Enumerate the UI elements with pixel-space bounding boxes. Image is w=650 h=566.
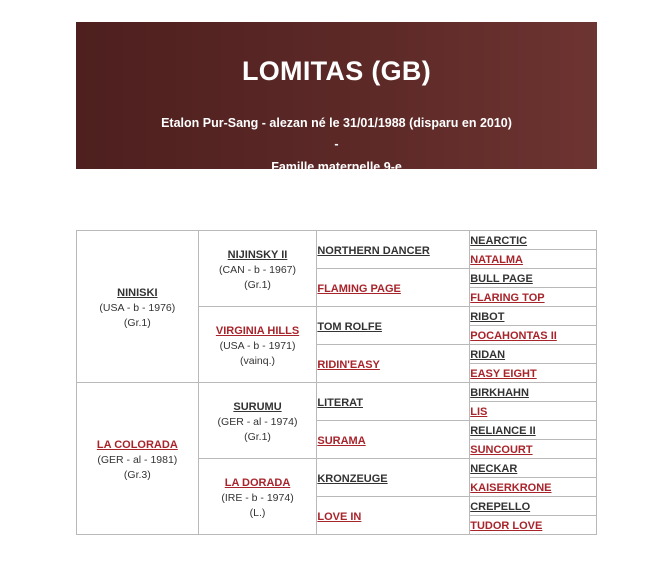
gen4-cell [470,326,597,345]
dam-dam-info: (IRE - b - 1974) [221,491,294,504]
sire-dam-name-link[interactable]: VIRGINIA HILLS [215,324,300,337]
sire-dam-grade: (vainq.) [240,354,276,367]
gen4-cell [470,364,597,383]
gen3-cell [317,269,470,307]
dam-name-link[interactable]: LA COLORADA [96,438,178,451]
header-separator: - [334,137,339,151]
gen4-cell [470,440,597,459]
dam-cell [77,383,199,535]
sire-info: (USA - b - 1976) [99,301,176,314]
dam-sire-info: (GER - al - 1974) [217,415,298,428]
maternal-family: Famille maternelle 9-e [271,160,402,174]
gen4-cell [470,345,597,364]
horse-description: Etalon Pur-Sang - alezan né le 31/01/1988 (disparu en 2010) [161,116,512,130]
gen4-cell [470,497,597,516]
gen4-name-link[interactable]: LIS [470,406,488,418]
gen4-name-link[interactable]: RIDAN [470,349,506,361]
sire-sire-info: (CAN - b - 1967) [219,263,297,276]
gen4-cell [470,231,597,250]
horse-header [76,22,597,174]
gen4-name-link[interactable]: CREPELLO [470,501,531,513]
gen4-cell [470,516,597,535]
gen4-cell [470,288,597,307]
gen3-cell [317,383,470,421]
gen4-name-link[interactable]: RELIANCE II [470,425,536,437]
gen4-cell [470,421,597,440]
gen3-cell [317,231,470,269]
gen3-name-link[interactable]: TOM ROLFE [317,320,382,333]
gen3-cell [317,345,470,383]
gen4-name-link[interactable]: BULL PAGE [470,273,533,285]
gen4-name-link[interactable]: BIRKHAHN [470,387,529,399]
sire-sire-cell [198,231,317,307]
gen3-cell [317,459,470,497]
gen4-name-link[interactable]: NEARCTIC [470,235,528,247]
gen3-name-link[interactable]: RIDIN'EASY [317,358,380,371]
gen4-name-link[interactable]: NECKAR [470,463,518,475]
sire-dam-info: (USA - b - 1971) [219,339,296,352]
gen4-name-link[interactable]: NATALMA [470,254,523,266]
gen4-name-link[interactable]: FLARING TOP [470,292,545,304]
horse-name-title: LOMITAS (GB) [241,56,432,86]
sire-grade: (Gr.1) [123,316,151,329]
dam-dam-name-link[interactable]: LA DORADA [224,476,291,489]
dam-info: (GER - al - 1981) [97,453,178,466]
gen4-name-link[interactable]: POCAHONTAS II [470,330,557,342]
dam-sire-cell [198,383,317,459]
dam-dam-cell [198,459,317,535]
gen3-cell [317,307,470,345]
gen3-name-link[interactable]: LOVE IN [317,510,362,523]
gen3-cell [317,421,470,459]
gen4-name-link[interactable]: EASY EIGHT [470,368,537,380]
dam-grade: (Gr.3) [123,468,151,481]
gen4-cell [470,250,597,269]
gen4-name-link[interactable]: RIBOT [470,311,505,323]
sire-dam-cell [198,307,317,383]
gen4-cell [470,307,597,326]
gen3-name-link[interactable]: LITERAT [317,396,363,409]
sire-cell [77,231,199,383]
sire-sire-name-link[interactable]: NIJINSKY II [227,248,288,261]
gen3-cell [317,497,470,535]
gen4-cell [470,402,597,421]
gen4-cell [470,459,597,478]
gen3-name-link[interactable]: FLAMING PAGE [317,282,401,295]
gen3-name-link[interactable]: SURAMA [317,434,366,447]
gen4-cell [470,269,597,288]
gen4-cell [470,478,597,497]
sire-name-link[interactable]: NINISKI [117,286,158,299]
dam-sire-grade: (Gr.1) [244,430,271,443]
dam-dam-grade: (L.) [249,506,266,519]
gen4-cell [470,383,597,402]
gen3-name-link[interactable]: NORTHERN DANCER [317,244,430,257]
gen4-name-link[interactable]: TUDOR LOVE [470,520,543,532]
gen4-name-link[interactable]: SUNCOURT [470,444,533,456]
sire-sire-grade: (Gr.1) [244,278,271,291]
dam-sire-name-link[interactable]: SURUMU [233,400,282,413]
gen3-name-link[interactable]: KRONZEUGE [317,472,388,485]
pedigree-table [76,230,597,535]
gen4-name-link[interactable]: KAISERKRONE [470,482,552,494]
